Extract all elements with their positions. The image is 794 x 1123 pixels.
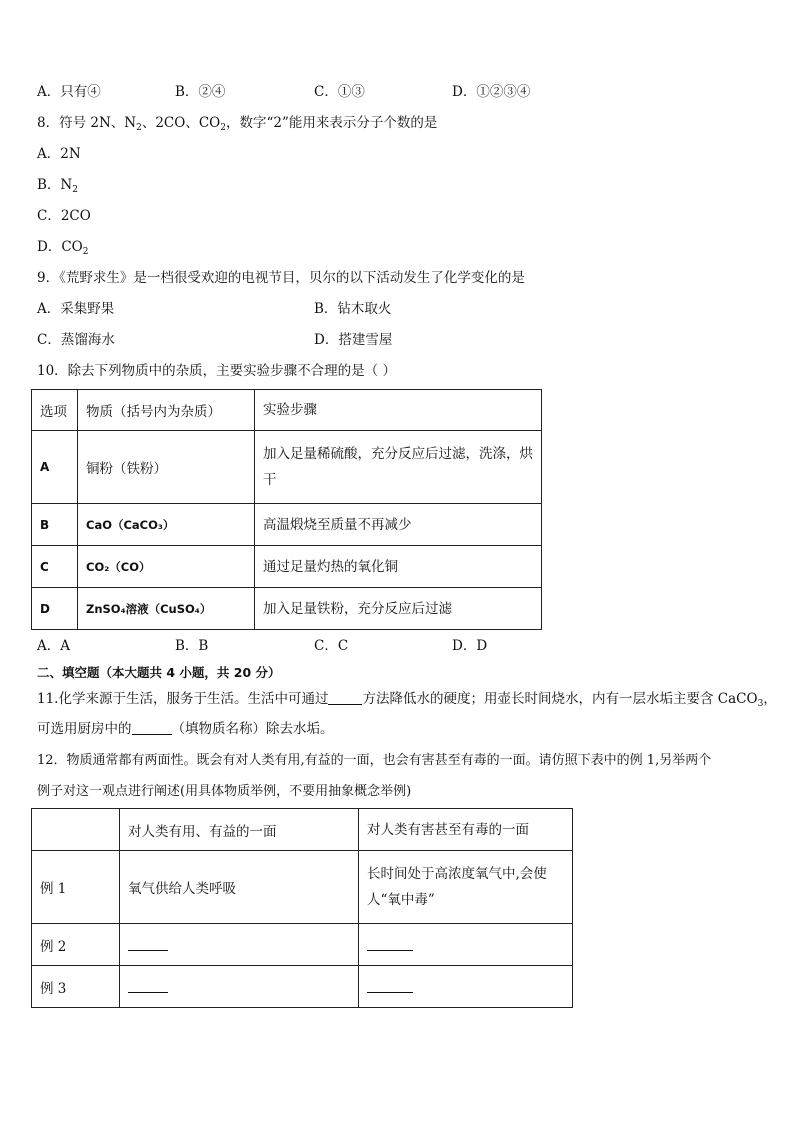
table-row [32, 851, 573, 924]
table-header-cell [32, 809, 120, 851]
table-cell-substance: 铜粉（铁粉） [78, 431, 255, 504]
table-header-row [32, 809, 573, 851]
q7-option-b: B．②④ [175, 84, 226, 100]
table-cell-option: A [32, 431, 78, 504]
q7-option-c: C．①③ [314, 84, 365, 100]
q8-option-a: A．2N [37, 146, 81, 162]
q8-option-c: C．2CO [37, 208, 91, 224]
table-header-cell: 物质（括号内为杂质） [78, 390, 255, 431]
q10-option-a: A．A [37, 638, 70, 654]
table-cell-bad: 长时间处于高浓度氧气中,会使人“氧中毒” [359, 851, 573, 924]
table-cell-step: 通过足量灼热的氧化铜 [255, 546, 542, 588]
table-cell-substance: CO₂（CO） [78, 546, 255, 588]
q10-option-c: C．C [314, 638, 349, 654]
q12-table [31, 808, 573, 1008]
table-header-cell: 选项 [32, 390, 78, 431]
q8-option-b: B．$N_2$ [37, 177, 78, 195]
table-cell-good [120, 924, 359, 966]
table-cell-label: 例 2 [32, 924, 120, 966]
q10-option-d: D．D [452, 638, 488, 654]
table-cell-good [120, 966, 359, 1008]
q8-stem: 8．符号 2N、$N_2$、2CO、$CO_2$，数字“2”能用来表示分子个数的是 [37, 115, 438, 133]
table-cell-step: 高温煅烧至质量不再减少 [255, 504, 542, 546]
q7-option-d: D．①②③④ [452, 84, 531, 100]
table-row [32, 588, 542, 630]
table-header-cell: 实验步骤 [255, 390, 542, 431]
table-row [32, 431, 542, 504]
table-cell-step: 加入足量稀硫酸，充分反应后过滤，洗涤，烘干 [255, 431, 542, 504]
table-cell-label: 例 3 [32, 966, 120, 1008]
table-row [32, 966, 573, 1008]
q9-option-b: B．钻木取火 [314, 301, 392, 317]
table-cell-bad [359, 966, 573, 1008]
q10-option-b: B．B [175, 638, 209, 654]
q12-line2: 例子对这一观点进行阐述(用具体物质举例，不要用抽象概念举例) [37, 784, 412, 799]
table-cell-option: C [32, 546, 78, 588]
q9-option-d: D．搭建雪屋 [314, 332, 393, 348]
q8-option-d: D．$CO_2$ [37, 239, 89, 257]
q11-line1: 11.化学来源于生活，服务于生活。生活中可通过 方法降低水的硬度；用壶长时间烧水，内有一层水垢主要含 CaCO$_3$， [37, 691, 777, 709]
table-cell-substance: ZnSO₄溶液（CuSO₄） [78, 588, 255, 630]
table-row [32, 504, 542, 546]
section-title: 二、填空题（本大题共 4 小题，共 20 分） [37, 665, 281, 680]
table-header-cell: 对人类有用、有益的一面 [120, 809, 359, 851]
answer-blank[interactable] [128, 980, 168, 993]
q12-line1: 12．物质通常都有两面性。既会有对人类有用,有益的一面，也会有害甚至有毒的一面。请仿照下表中的例 1,另举两个 [37, 753, 712, 768]
table-row [32, 546, 542, 588]
table-header-cell: 对人类有害甚至有毒的一面 [359, 809, 573, 851]
table-cell-option: D [32, 588, 78, 630]
table-row [32, 924, 573, 966]
answer-blank[interactable] [367, 938, 413, 951]
q7-option-a: A．只有④ [37, 84, 101, 100]
q11-line2: 可选用厨房中的 （填物质名称）除去水垢。 [37, 721, 334, 737]
table-cell-substance: CaO（CaCO₃） [78, 504, 255, 546]
q10-table [31, 389, 542, 630]
q9-option-a: A．采集野果 [37, 301, 115, 317]
answer-blank[interactable] [128, 938, 168, 951]
q10-stem: 10．除去下列物质中的杂质，主要实验步骤不合理的是（ ） [37, 363, 396, 379]
q11-blank-2[interactable] [132, 722, 172, 735]
table-cell-good: 氧气供给人类呼吸 [120, 851, 359, 924]
q11-blank-1[interactable] [328, 692, 362, 705]
table-cell-step: 加入足量铁粉，充分反应后过滤 [255, 588, 542, 630]
table-cell-bad [359, 924, 573, 966]
q9-option-c: C．蒸馏海水 [37, 332, 115, 348]
table-cell-option: B [32, 504, 78, 546]
q9-stem: 9．《荒野求生》是一档很受欢迎的电视节目，贝尔的以下活动发生了化学变化的是 [37, 270, 525, 286]
table-header-row [32, 390, 542, 431]
table-cell-label: 例 1 [32, 851, 120, 924]
answer-blank[interactable] [367, 980, 413, 993]
